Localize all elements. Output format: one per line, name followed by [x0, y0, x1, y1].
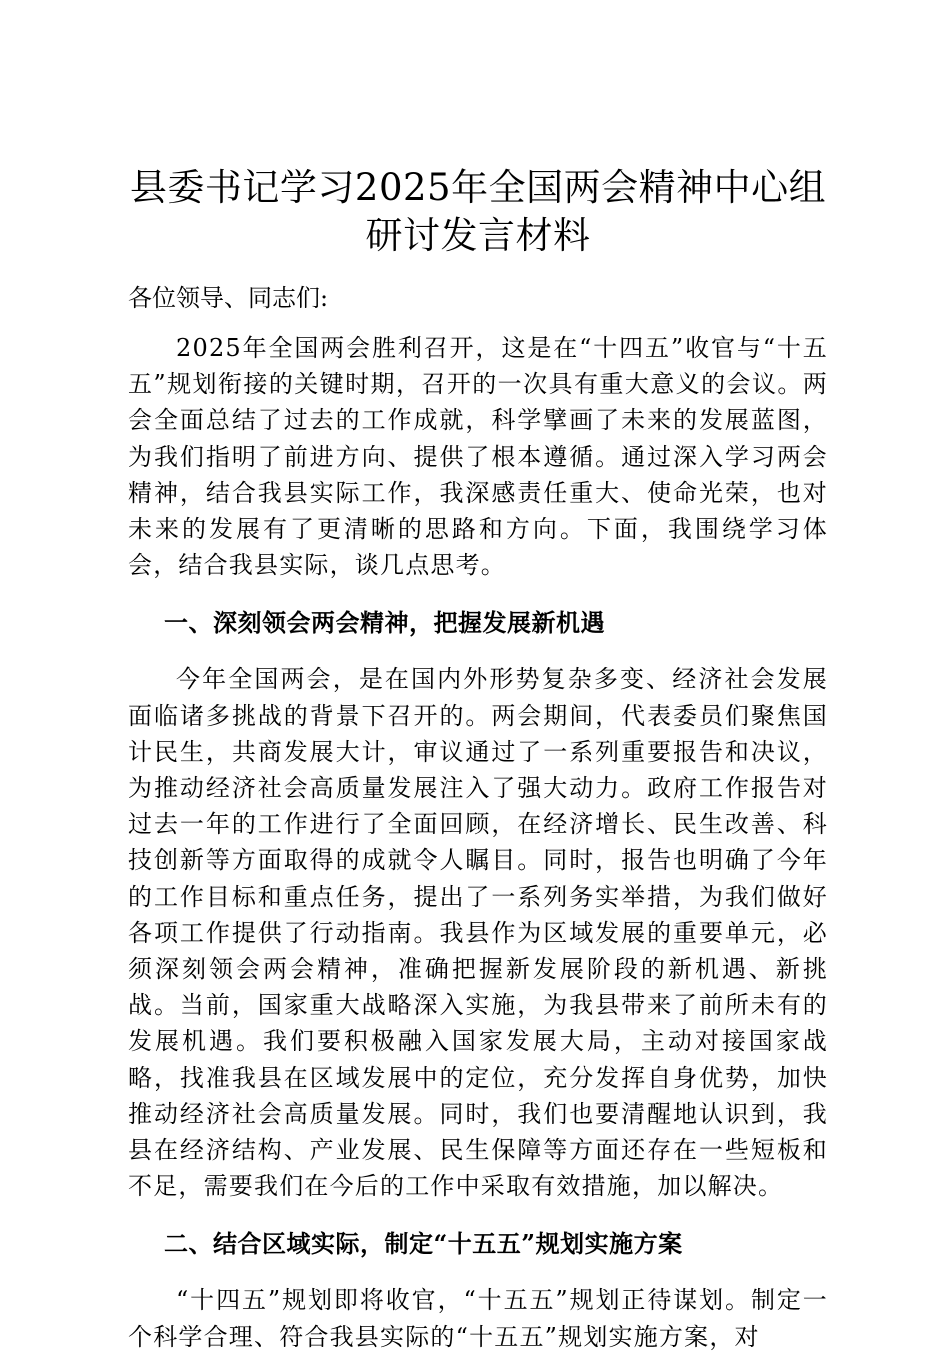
- intro-paragraph: 2025年全国两会胜利召开，这是在“十四五”收官与“十五五”规划衔接的关键时期，召开的一次具有重大意义的会议。两会全面总结了过去的工作成就，科学擘画了未来的发展蓝图，为我们指明了前进方向、提供了根本遵循。通过深入学习两会精神，结合我县实际工作，我深感责任重大、使命光荣，也对未来的发展有了更清晰的思路和方向。下面，我围绕学习体会，结合我县实际，谈几点思考。: [128, 334, 828, 580]
- section-heading-2: 二、结合区域实际，制定“十五五”规划实施方案: [164, 1229, 683, 1259]
- section-2-paragraph: “十四五”规划即将收官，“十五五”规划正待谋划。制定一个科学合理、符合我县实际的“十五五”规划实施方案，对: [128, 1286, 828, 1351]
- section-1-paragraph: 今年全国两会，是在国内外形势复杂多变、经济社会发展面临诸多挑战的背景下召开的。两会期间，代表委员们聚焦国计民生，共商发展大计，审议通过了一系列重要报告和决议，为推动经济社会高质量发展注入了强大动力。政府工作报告对过去一年的工作进行了全面回顾，在经济增长、民生改善、科技创新等方面取得的成就令人瞩目。同时，报告也明确了今年的工作目标和重点任务，提出了一系列务实举措，为我们做好各项工作提供了行动指南。我县作为区域发展的重要单元，必须深刻领会两会精神，准确把握新发展阶段的新机遇、新挑战。当前，国家重大战略深入实施，为我县带来了前所未有的发展机遇。我们要积极融入国家发展大局，主动对接国家战略，找准我县在区域发展中的定位，充分发挥自身优势，加快推动经济社会高质量发展。同时，我们也要清醒地认识到，我县在经济结构、产业发展、民生保障等方面还存在一些短板和不足，需要我们在今后的工作中采取有效措施，加以解决。: [128, 665, 828, 1201]
- salutation: 各位领导、同志们:: [128, 284, 329, 312]
- document-title: 县委书记学习2025年全国两会精神中心组研讨发言材料: [129, 166, 827, 257]
- section-heading-1: 一、深刻领会两会精神，把握发展新机遇: [164, 608, 605, 638]
